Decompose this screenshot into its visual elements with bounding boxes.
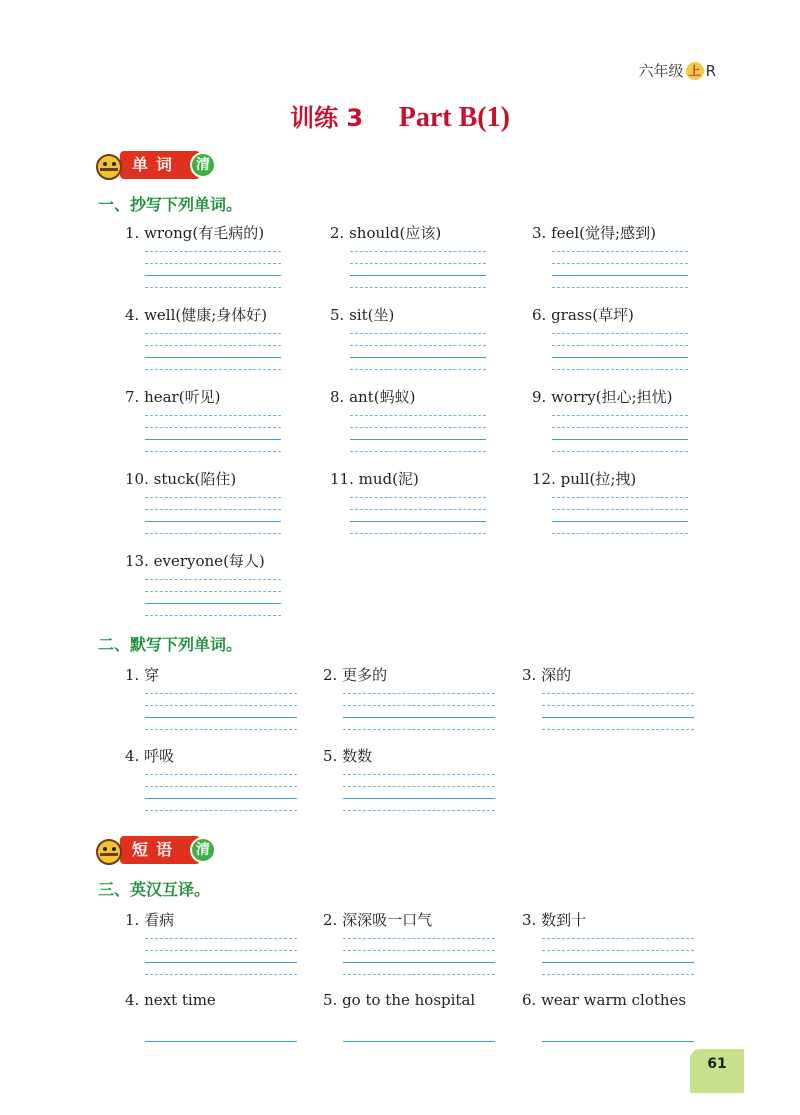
writing-lines[interactable] bbox=[145, 1041, 297, 1042]
word-label: 8. ant(蚂蚁) bbox=[330, 388, 416, 406]
phrase-label: 3. 数到十 bbox=[522, 911, 587, 929]
word-label: 5. sit(坐) bbox=[330, 306, 395, 324]
word-item bbox=[532, 304, 688, 381]
writing-lines[interactable] bbox=[552, 415, 688, 452]
phrases-badge-circle: 清 bbox=[190, 837, 216, 863]
word-item bbox=[532, 468, 688, 545]
word-label: 3. 深的 bbox=[522, 666, 572, 684]
writing-lines[interactable] bbox=[542, 1041, 694, 1042]
phrase-label: 4. next time bbox=[125, 991, 216, 1009]
page-title bbox=[0, 98, 800, 134]
word-item bbox=[330, 304, 486, 381]
word-label: 9. worry(担心;担忧) bbox=[532, 388, 673, 406]
word-item bbox=[323, 664, 495, 741]
grade-suffix: R bbox=[705, 61, 716, 80]
word-label: 2. should(应该) bbox=[330, 224, 442, 242]
phrase-label: 6. wear warm clothes bbox=[522, 991, 687, 1009]
phrase-label: 5. go to the hospital bbox=[323, 991, 476, 1009]
bee-mascot-icon bbox=[92, 833, 126, 867]
word-item bbox=[125, 386, 281, 463]
word-label: 11. mud(泥) bbox=[330, 470, 419, 488]
phrase-label: 2. 深深吸一口气 bbox=[323, 911, 433, 929]
word-item bbox=[522, 664, 694, 741]
writing-lines[interactable] bbox=[350, 251, 486, 288]
word-label: 4. well(健康;身体好) bbox=[125, 306, 268, 324]
phrase-item bbox=[522, 991, 694, 1053]
word-label: 12. pull(拉;拽) bbox=[532, 470, 637, 488]
word-item bbox=[330, 386, 486, 463]
phrases-section-badge bbox=[92, 835, 216, 865]
phrase-label: 1. 看病 bbox=[125, 911, 175, 929]
word-item bbox=[125, 304, 281, 381]
words-section-badge bbox=[92, 150, 216, 180]
word-label: 1. wrong(有毛病的) bbox=[125, 224, 265, 242]
word-label: 2. 更多的 bbox=[323, 666, 388, 684]
word-item bbox=[532, 386, 688, 463]
phrase-item bbox=[323, 991, 495, 1053]
writing-lines[interactable] bbox=[343, 693, 495, 730]
word-item bbox=[323, 745, 495, 822]
writing-lines[interactable] bbox=[145, 774, 297, 811]
phrase-item bbox=[323, 909, 495, 986]
word-label: 6. grass(草坪) bbox=[532, 306, 634, 324]
writing-lines[interactable] bbox=[350, 333, 486, 370]
question-2-title: 二、默写下列单词。 bbox=[98, 635, 243, 654]
writing-lines[interactable] bbox=[145, 579, 281, 616]
question-1-title: 一、抄写下列单词。 bbox=[98, 195, 243, 214]
words-badge-label: 单词 bbox=[120, 151, 200, 179]
phrases-badge-label: 短语 bbox=[120, 836, 200, 864]
writing-lines[interactable] bbox=[145, 938, 297, 975]
word-label: 5. 数数 bbox=[323, 747, 373, 765]
writing-lines[interactable] bbox=[552, 251, 688, 288]
words-badge-circle: 清 bbox=[190, 152, 216, 178]
grade-badge: 上 bbox=[686, 62, 704, 80]
phrase-item bbox=[522, 909, 694, 986]
phrase-item bbox=[125, 991, 297, 1053]
bee-mascot-icon bbox=[92, 148, 126, 182]
writing-lines[interactable] bbox=[145, 415, 281, 452]
question-3-title: 三、英汉互译。 bbox=[98, 880, 211, 899]
word-label: 3. feel(觉得;感到) bbox=[532, 224, 656, 242]
writing-lines[interactable] bbox=[552, 333, 688, 370]
writing-lines[interactable] bbox=[145, 497, 281, 534]
writing-lines[interactable] bbox=[343, 774, 495, 811]
lesson-title: 训练 3 bbox=[290, 104, 364, 132]
part-title: Part B(1) bbox=[398, 102, 510, 133]
writing-lines[interactable] bbox=[542, 693, 694, 730]
word-item bbox=[125, 468, 281, 545]
word-item bbox=[532, 222, 688, 299]
word-label: 10. stuck(陷住) bbox=[125, 470, 237, 488]
phrase-item bbox=[125, 909, 297, 986]
grade-label bbox=[639, 60, 716, 81]
writing-lines[interactable] bbox=[552, 497, 688, 534]
writing-lines[interactable] bbox=[145, 251, 281, 288]
word-item bbox=[330, 468, 486, 545]
grade-prefix: 六年级 bbox=[638, 62, 684, 80]
writing-lines[interactable] bbox=[350, 497, 486, 534]
writing-lines[interactable] bbox=[542, 938, 694, 975]
word-item bbox=[330, 222, 486, 299]
word-label: 1. 穿 bbox=[125, 666, 160, 684]
word-label: 4. 呼吸 bbox=[125, 747, 175, 765]
word-item bbox=[125, 550, 281, 627]
writing-lines[interactable] bbox=[145, 693, 297, 730]
writing-lines[interactable] bbox=[145, 333, 281, 370]
writing-lines[interactable] bbox=[350, 415, 486, 452]
word-item bbox=[125, 664, 297, 741]
writing-lines[interactable] bbox=[343, 938, 495, 975]
word-label: 7. hear(听见) bbox=[125, 388, 221, 406]
word-item bbox=[125, 745, 297, 822]
word-label: 13. everyone(每人) bbox=[125, 552, 265, 570]
word-item bbox=[125, 222, 281, 299]
writing-lines[interactable] bbox=[343, 1041, 495, 1042]
page-number: 61 bbox=[690, 1049, 744, 1093]
